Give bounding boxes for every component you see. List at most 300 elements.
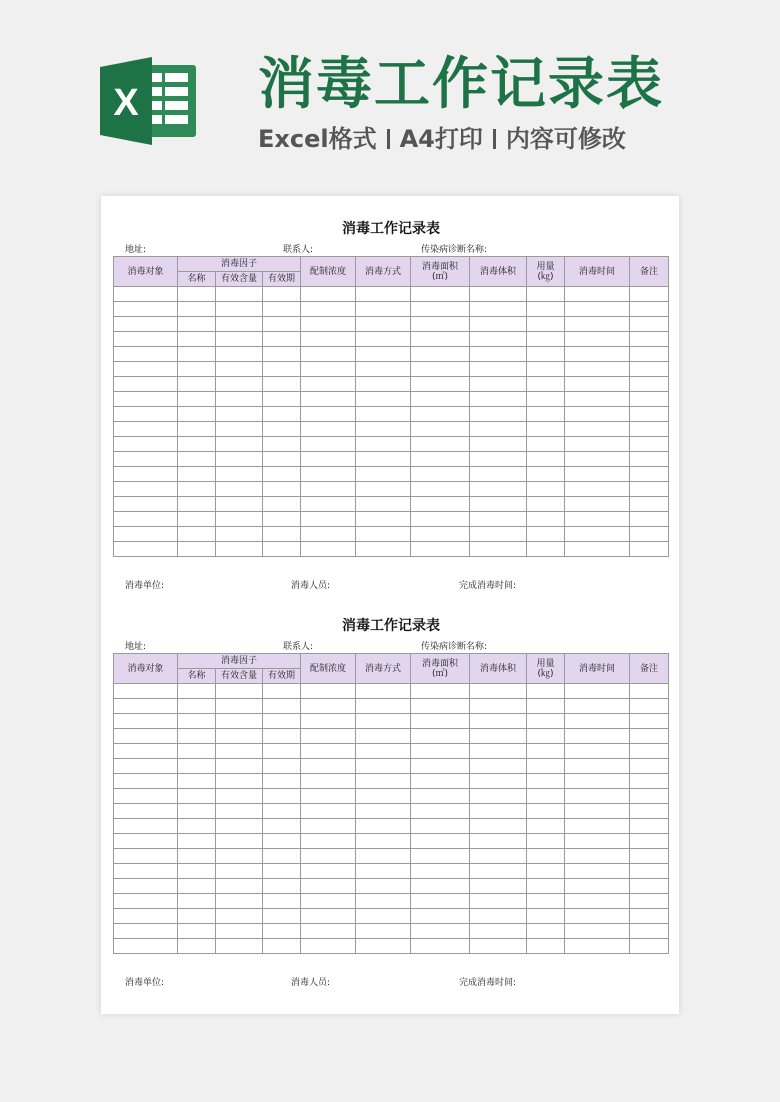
table-cell[interactable] [216,744,263,759]
table-cell[interactable] [301,347,356,362]
table-cell[interactable] [565,774,630,789]
table-cell[interactable] [301,804,356,819]
table-cell[interactable] [216,527,263,542]
table-cell[interactable] [411,894,470,909]
table-cell[interactable] [263,909,301,924]
table-cell[interactable] [178,774,216,789]
table-cell[interactable] [301,332,356,347]
table-cell[interactable] [263,422,301,437]
table-cell[interactable] [178,347,216,362]
table-cell[interactable] [356,744,411,759]
table-cell[interactable] [356,924,411,939]
table-cell[interactable] [470,377,527,392]
table-cell[interactable] [356,287,411,302]
table-cell[interactable] [527,377,565,392]
table-cell[interactable] [216,512,263,527]
table-cell[interactable] [216,819,263,834]
table-cell[interactable] [114,714,178,729]
table-cell[interactable] [527,939,565,954]
table-cell[interactable] [263,332,301,347]
table-cell[interactable] [114,392,178,407]
table-cell[interactable] [301,377,356,392]
table-cell[interactable] [527,512,565,527]
table-cell[interactable] [114,467,178,482]
table-cell[interactable] [356,422,411,437]
table-cell[interactable] [114,407,178,422]
table-cell[interactable] [527,879,565,894]
table-cell[interactable] [411,909,470,924]
table-cell[interactable] [630,894,669,909]
table-cell[interactable] [527,774,565,789]
table-cell[interactable] [470,759,527,774]
table-cell[interactable] [114,497,178,512]
table-cell[interactable] [527,699,565,714]
table-cell[interactable] [411,714,470,729]
table-cell[interactable] [565,879,630,894]
table-cell[interactable] [301,452,356,467]
table-cell[interactable] [263,377,301,392]
table-cell[interactable] [263,789,301,804]
table-cell[interactable] [216,392,263,407]
table-cell[interactable] [263,347,301,362]
table-cell[interactable] [565,834,630,849]
table-cell[interactable] [527,287,565,302]
table-cell[interactable] [411,759,470,774]
table-cell[interactable] [527,684,565,699]
table-cell[interactable] [114,834,178,849]
table-cell[interactable] [565,317,630,332]
table-cell[interactable] [565,497,630,512]
table-cell[interactable] [630,347,669,362]
table-cell[interactable] [263,744,301,759]
table-cell[interactable] [565,729,630,744]
table-cell[interactable] [411,849,470,864]
table-cell[interactable] [356,729,411,744]
table-cell[interactable] [178,789,216,804]
table-cell[interactable] [356,774,411,789]
table-cell[interactable] [527,924,565,939]
table-cell[interactable] [565,819,630,834]
table-cell[interactable] [301,362,356,377]
table-cell[interactable] [630,744,669,759]
table-cell[interactable] [178,527,216,542]
table-cell[interactable] [178,437,216,452]
table-cell[interactable] [263,864,301,879]
table-cell[interactable] [114,527,178,542]
table-cell[interactable] [114,939,178,954]
table-cell[interactable] [470,392,527,407]
table-cell[interactable] [114,864,178,879]
table-cell[interactable] [356,482,411,497]
table-cell[interactable] [527,467,565,482]
table-cell[interactable] [178,924,216,939]
table-cell[interactable] [178,467,216,482]
table-cell[interactable] [301,467,356,482]
table-cell[interactable] [630,759,669,774]
table-cell[interactable] [411,287,470,302]
table-cell[interactable] [356,377,411,392]
table-cell[interactable] [178,744,216,759]
table-cell[interactable] [356,317,411,332]
table-cell[interactable] [630,714,669,729]
table-cell[interactable] [356,699,411,714]
table-cell[interactable] [178,332,216,347]
table-cell[interactable] [630,317,669,332]
table-cell[interactable] [114,482,178,497]
table-cell[interactable] [630,864,669,879]
table-cell[interactable] [411,332,470,347]
table-cell[interactable] [356,939,411,954]
table-cell[interactable] [178,482,216,497]
table-cell[interactable] [411,362,470,377]
table-cell[interactable] [263,482,301,497]
table-cell[interactable] [263,392,301,407]
table-cell[interactable] [527,347,565,362]
table-cell[interactable] [527,909,565,924]
table-cell[interactable] [411,939,470,954]
table-cell[interactable] [178,317,216,332]
table-cell[interactable] [356,392,411,407]
table-cell[interactable] [630,377,669,392]
table-cell[interactable] [263,924,301,939]
table-cell[interactable] [527,789,565,804]
table-cell[interactable] [411,864,470,879]
table-cell[interactable] [301,422,356,437]
table-cell[interactable] [356,759,411,774]
table-cell[interactable] [470,864,527,879]
table-cell[interactable] [216,347,263,362]
table-cell[interactable] [178,819,216,834]
table-cell[interactable] [216,317,263,332]
table-cell[interactable] [178,362,216,377]
table-cell[interactable] [565,347,630,362]
table-cell[interactable] [356,834,411,849]
table-cell[interactable] [356,512,411,527]
table-cell[interactable] [470,527,527,542]
table-cell[interactable] [301,789,356,804]
table-cell[interactable] [470,729,527,744]
table-cell[interactable] [565,789,630,804]
table-cell[interactable] [263,302,301,317]
table-cell[interactable] [356,909,411,924]
table-cell[interactable] [630,452,669,467]
table-cell[interactable] [565,804,630,819]
table-cell[interactable] [216,452,263,467]
table-cell[interactable] [114,347,178,362]
table-cell[interactable] [263,542,301,557]
table-cell[interactable] [565,542,630,557]
table-cell[interactable] [114,699,178,714]
table-cell[interactable] [630,512,669,527]
table-cell[interactable] [301,437,356,452]
table-cell[interactable] [565,467,630,482]
table-cell[interactable] [411,774,470,789]
table-cell[interactable] [470,437,527,452]
table-cell[interactable] [301,527,356,542]
table-cell[interactable] [565,759,630,774]
table-cell[interactable] [565,407,630,422]
table-cell[interactable] [356,819,411,834]
table-cell[interactable] [630,422,669,437]
table-cell[interactable] [470,407,527,422]
table-cell[interactable] [216,864,263,879]
table-cell[interactable] [411,542,470,557]
table-cell[interactable] [114,774,178,789]
table-cell[interactable] [263,939,301,954]
table-cell[interactable] [411,729,470,744]
table-cell[interactable] [630,332,669,347]
table-cell[interactable] [114,287,178,302]
table-cell[interactable] [216,789,263,804]
table-cell[interactable] [114,819,178,834]
table-cell[interactable] [527,729,565,744]
table-cell[interactable] [565,332,630,347]
table-cell[interactable] [114,729,178,744]
table-cell[interactable] [178,542,216,557]
table-cell[interactable] [470,512,527,527]
table-cell[interactable] [411,422,470,437]
table-cell[interactable] [263,362,301,377]
table-cell[interactable] [114,879,178,894]
table-cell[interactable] [470,849,527,864]
table-cell[interactable] [263,894,301,909]
table-cell[interactable] [630,849,669,864]
table-cell[interactable] [565,699,630,714]
table-cell[interactable] [216,729,263,744]
table-cell[interactable] [114,759,178,774]
table-cell[interactable] [470,287,527,302]
table-cell[interactable] [263,774,301,789]
table-cell[interactable] [356,437,411,452]
table-cell[interactable] [216,879,263,894]
table-cell[interactable] [216,467,263,482]
table-cell[interactable] [114,894,178,909]
table-cell[interactable] [178,849,216,864]
table-cell[interactable] [114,804,178,819]
table-cell[interactable] [178,834,216,849]
table-cell[interactable] [565,714,630,729]
table-cell[interactable] [178,407,216,422]
table-cell[interactable] [178,512,216,527]
table-cell[interactable] [565,422,630,437]
table-cell[interactable] [178,452,216,467]
table-cell[interactable] [356,849,411,864]
table-cell[interactable] [263,467,301,482]
table-cell[interactable] [527,819,565,834]
table-cell[interactable] [470,894,527,909]
table-cell[interactable] [301,909,356,924]
table-cell[interactable] [527,362,565,377]
table-cell[interactable] [411,684,470,699]
table-cell[interactable] [263,287,301,302]
table-cell[interactable] [470,939,527,954]
table-cell[interactable] [411,819,470,834]
table-cell[interactable] [527,482,565,497]
table-cell[interactable] [216,287,263,302]
table-cell[interactable] [565,437,630,452]
table-cell[interactable] [565,392,630,407]
table-cell[interactable] [216,407,263,422]
table-cell[interactable] [216,302,263,317]
table-cell[interactable] [301,729,356,744]
table-cell[interactable] [216,939,263,954]
table-cell[interactable] [356,714,411,729]
table-cell[interactable] [263,849,301,864]
table-cell[interactable] [565,362,630,377]
table-cell[interactable] [630,939,669,954]
table-cell[interactable] [527,497,565,512]
table-cell[interactable] [114,422,178,437]
table-cell[interactable] [527,744,565,759]
table-cell[interactable] [630,804,669,819]
table-cell[interactable] [630,467,669,482]
table-cell[interactable] [301,699,356,714]
table-cell[interactable] [411,924,470,939]
table-cell[interactable] [527,407,565,422]
table-cell[interactable] [470,497,527,512]
table-cell[interactable] [527,302,565,317]
table-cell[interactable] [301,714,356,729]
table-cell[interactable] [527,437,565,452]
table-cell[interactable] [178,729,216,744]
table-cell[interactable] [263,512,301,527]
table-cell[interactable] [301,317,356,332]
table-cell[interactable] [565,894,630,909]
table-cell[interactable] [411,317,470,332]
table-cell[interactable] [527,332,565,347]
table-cell[interactable] [114,909,178,924]
table-cell[interactable] [216,437,263,452]
table-cell[interactable] [263,497,301,512]
table-cell[interactable] [301,879,356,894]
table-cell[interactable] [630,437,669,452]
table-cell[interactable] [178,909,216,924]
table-cell[interactable] [356,789,411,804]
table-cell[interactable] [216,377,263,392]
table-cell[interactable] [216,894,263,909]
table-cell[interactable] [527,527,565,542]
table-cell[interactable] [565,684,630,699]
table-cell[interactable] [301,774,356,789]
table-cell[interactable] [178,422,216,437]
table-cell[interactable] [216,362,263,377]
table-cell[interactable] [527,804,565,819]
table-cell[interactable] [301,894,356,909]
table-cell[interactable] [470,467,527,482]
table-cell[interactable] [178,759,216,774]
table-cell[interactable] [630,527,669,542]
table-cell[interactable] [178,714,216,729]
table-cell[interactable] [216,714,263,729]
table-cell[interactable] [527,422,565,437]
table-cell[interactable] [263,684,301,699]
table-cell[interactable] [114,377,178,392]
table-cell[interactable] [301,939,356,954]
table-cell[interactable] [470,347,527,362]
table-cell[interactable] [411,527,470,542]
table-cell[interactable] [527,834,565,849]
table-cell[interactable] [301,684,356,699]
table-cell[interactable] [178,699,216,714]
table-cell[interactable] [470,774,527,789]
table-cell[interactable] [565,939,630,954]
table-cell[interactable] [178,392,216,407]
table-cell[interactable] [527,542,565,557]
table-cell[interactable] [301,819,356,834]
table-cell[interactable] [565,849,630,864]
table-cell[interactable] [470,542,527,557]
table-cell[interactable] [216,774,263,789]
table-cell[interactable] [470,819,527,834]
table-cell[interactable] [356,542,411,557]
table-cell[interactable] [470,699,527,714]
table-cell[interactable] [565,302,630,317]
table-cell[interactable] [356,497,411,512]
table-cell[interactable] [216,909,263,924]
table-cell[interactable] [470,482,527,497]
table-cell[interactable] [263,714,301,729]
table-cell[interactable] [565,924,630,939]
table-cell[interactable] [527,849,565,864]
table-cell[interactable] [411,804,470,819]
table-cell[interactable] [565,909,630,924]
table-cell[interactable] [470,879,527,894]
table-cell[interactable] [356,467,411,482]
table-cell[interactable] [630,392,669,407]
table-cell[interactable] [178,894,216,909]
table-cell[interactable] [527,317,565,332]
table-cell[interactable] [178,287,216,302]
table-cell[interactable] [470,317,527,332]
table-cell[interactable] [630,834,669,849]
table-cell[interactable] [114,302,178,317]
table-cell[interactable] [470,422,527,437]
table-cell[interactable] [356,362,411,377]
table-cell[interactable] [630,407,669,422]
table-cell[interactable] [263,437,301,452]
table-cell[interactable] [411,834,470,849]
table-cell[interactable] [470,362,527,377]
table-cell[interactable] [178,804,216,819]
table-cell[interactable] [114,789,178,804]
table-cell[interactable] [565,377,630,392]
table-cell[interactable] [411,699,470,714]
table-cell[interactable] [114,924,178,939]
table-cell[interactable] [216,497,263,512]
table-cell[interactable] [114,317,178,332]
table-cell[interactable] [114,362,178,377]
table-cell[interactable] [178,302,216,317]
table-cell[interactable] [114,512,178,527]
table-cell[interactable] [301,482,356,497]
table-cell[interactable] [301,759,356,774]
table-cell[interactable] [263,527,301,542]
table-cell[interactable] [114,452,178,467]
table-cell[interactable] [263,804,301,819]
table-cell[interactable] [630,287,669,302]
table-cell[interactable] [301,542,356,557]
table-cell[interactable] [356,804,411,819]
table-cell[interactable] [301,924,356,939]
table-cell[interactable] [527,894,565,909]
table-cell[interactable] [216,834,263,849]
table-cell[interactable] [630,774,669,789]
table-cell[interactable] [216,804,263,819]
table-cell[interactable] [411,467,470,482]
table-cell[interactable] [470,909,527,924]
table-cell[interactable] [630,789,669,804]
table-cell[interactable] [630,684,669,699]
